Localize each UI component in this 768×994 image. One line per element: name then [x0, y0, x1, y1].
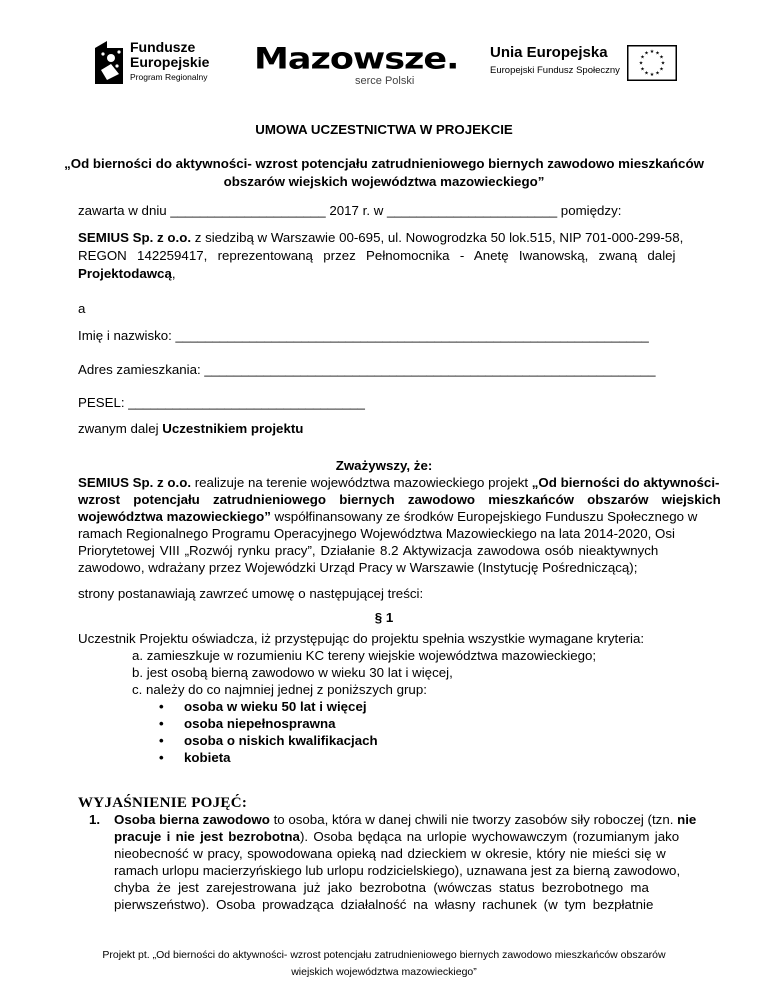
s1-group-item: • osoba niepełnosprawna	[184, 716, 335, 731]
whereas-line3	[78, 509, 697, 524]
footer-line2: wiejskich województwa mazowieckiego”	[291, 966, 477, 978]
ue-subtitle: Europejski Fundusz Społeczny	[490, 65, 620, 76]
exp1-text-1: to osoba, która w danej chwili nie tworzy zasobów siły roboczej (tzn.	[269, 812, 678, 827]
fe-emblem-icon	[93, 40, 127, 86]
svg-text:★: ★	[660, 60, 666, 67]
s1-item-b: b. jest osobą bierną zawodowo w wieku 30 lat i więcej,	[132, 665, 453, 680]
s1-item-c: c. należy do co najmniej jednej z poniższych grup:	[132, 682, 427, 697]
whereas-text-1: realizuje na terenie województwa mazowieckiego projekt	[191, 475, 532, 490]
s1-item-a: a. zamieszkuje w rozumieniu KC tereny wiejskie województwa mazowieckiego;	[132, 648, 597, 663]
exp1-term: Osoba bierna zawodowo	[114, 812, 270, 827]
participant-prefix: zwanym dalej	[78, 421, 163, 436]
svg-text:★: ★	[644, 50, 649, 57]
conjunction-and: a	[78, 301, 86, 316]
party1-name: SEMIUS Sp. z o.o.	[78, 230, 192, 245]
party1-details: z siedzibą w Warszawie 00-695, ul. Nowogrodzka 50 lok.515, NIP 701-000-299-58,	[191, 230, 684, 245]
svg-text:★: ★	[649, 49, 655, 55]
section-1-heading: § 1	[374, 610, 394, 625]
s1-group-item: • osoba o niskich kwalifikacjach	[184, 733, 378, 748]
svg-text:★: ★	[649, 72, 655, 78]
party1-line2: REGON 142259417, reprezentowaną przez Pełnomocnika - Anetę Iwanowską, zwaną dalej	[78, 248, 676, 263]
s1-group-item: • osoba w wieku 50 lat i więcej	[184, 699, 367, 714]
mazowsze-subtitle: serce Polski	[355, 75, 415, 87]
mazowsze-title: Mazowsze.	[254, 42, 459, 76]
footer-line1: Projekt pt. „Od bierności do aktywności- wzrost potencjału zatrudnieniowego biernych zawodowo mieszkańców obszarów	[102, 949, 666, 961]
ue-title: Unia Europejska	[490, 44, 608, 61]
exp1-line6: pierwszeństwo). Osoba prowadząca działalność na własny rachunek (w tym bezpłatnie	[114, 897, 654, 912]
whereas-line6: zawodowo, wdrażany przez Wojewódzki Urząd Pracy w Warszawie (Instytucję Pośredniczącą);	[78, 560, 638, 575]
fe-title-1: Fundusze	[130, 39, 196, 55]
party1-line1	[78, 230, 693, 245]
whereas-text-3: współfinansowany ze środków Europejskiego Funduszu Społecznego w	[270, 509, 698, 524]
whereas-line1	[78, 475, 719, 490]
s1-intro: Uczestnik Projektu oświadcza, iż przystępując do projektu spełnia wszystkie wymagane kryteria:	[78, 631, 645, 646]
exp1-number: 1.	[89, 812, 101, 827]
fe-subtitle: Program Regionalny	[130, 72, 208, 82]
exp1-line2	[114, 829, 679, 844]
exp1-line4: ramach urlopu macierzyńskiego lub urlopu rodzicielskiego), uznawana jest za bierną zawodowo,	[114, 863, 681, 878]
svg-text:★: ★	[640, 66, 645, 73]
svg-text:★: ★	[640, 54, 645, 61]
party1-line3	[78, 266, 176, 281]
participant-role: Uczestnikiem projektu	[162, 421, 304, 436]
parties-agree: strony postanawiają zawrzeć umowę o następującej treści:	[78, 586, 424, 601]
svg-text:★: ★	[644, 70, 649, 77]
exp1-line1	[114, 812, 696, 827]
exp1-text-2: ). Osoba będąca na urlopie wychowawczym (rozumianym jako	[299, 829, 680, 844]
svg-text:★: ★	[655, 70, 660, 77]
address-field: Adres zamieszkania: _____________________________________________________________	[78, 362, 656, 377]
s1-group-item: • kobieta	[184, 750, 231, 765]
whereas-line2: wzrost potencjału zatrudnieniowego biernych zawodowo mieszkańców obszarów wiejskich	[78, 492, 721, 507]
project-title-line2: obszarów wiejskich województwa mazowieckiego”	[223, 174, 545, 189]
eu-flag-icon	[627, 45, 677, 81]
whereas-heading: Zważywszy, że:	[335, 458, 433, 473]
explanations-heading: WYJAŚNIENIE POJĘĆ:	[78, 795, 248, 811]
svg-text:★: ★	[655, 50, 660, 57]
whereas-line5: Priorytetowej VIII „Rozwój rynku pracy”, Działanie 8.2 Aktywizacja zawodowa osób nieaktywnych	[78, 543, 659, 558]
party1-role-suffix: ,	[171, 266, 176, 281]
svg-text:★: ★	[659, 54, 664, 61]
whereas-project-1: „Od bierności do aktywności-	[531, 475, 720, 490]
exp1-line3: nieobecność w pracy, spowodowana opieką nad dzieckiem w okresie, który nie mieści się w	[114, 846, 666, 861]
svg-text:★: ★	[638, 60, 644, 67]
participant-line	[78, 421, 303, 436]
whereas-company: SEMIUS Sp. z o.o.	[78, 475, 192, 490]
whereas-project-3: województwa mazowieckiego”	[78, 509, 271, 524]
document-title: UMOWA UCZESTNICTWA W PROJEKCIE	[255, 122, 513, 137]
exp1-bold-2: pracuje i nie jest bezrobotna	[114, 829, 300, 844]
concluded-line: zawarta w dniu _____________________ 2017 r. w _______________________ pomiędzy:	[78, 203, 622, 218]
project-title-line1: „Od bierności do aktywności- wzrost potencjału zatrudnieniowego biernych zawodowo mieszkańców	[64, 156, 704, 171]
exp1-line5: chyba że jest zarejestrowana już jako bezrobotna (wówczas status bezrobotnego ma	[114, 880, 649, 895]
party1-role: Projektodawcą	[78, 266, 172, 281]
name-field: Imię i nazwisko: ________________________________________________________________	[78, 328, 649, 343]
whereas-line4: ramach Regionalnego Programu Operacyjnego Województwa Mazowieckiego na lata 2014-2020, Osi	[78, 526, 675, 541]
pesel-field: PESEL: ________________________________	[78, 395, 365, 410]
fe-title-2: Europejskie	[130, 54, 210, 70]
svg-text:★: ★	[659, 66, 664, 73]
exp1-bold-1: nie	[677, 812, 697, 827]
